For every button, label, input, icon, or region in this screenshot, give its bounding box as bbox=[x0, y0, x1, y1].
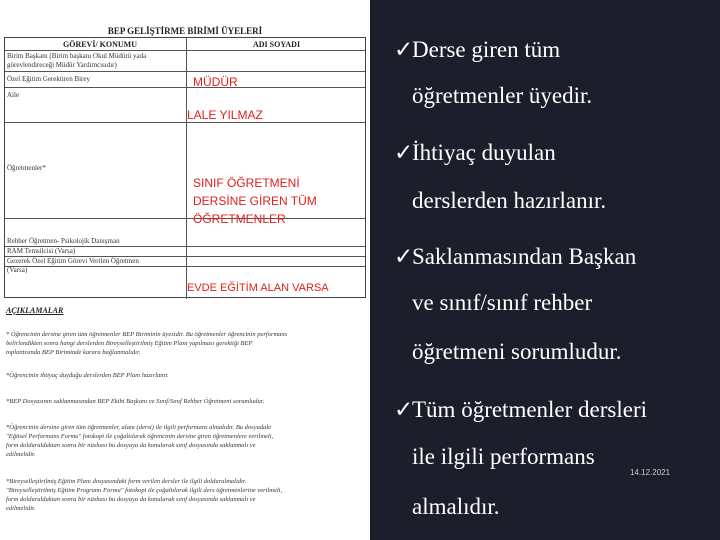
handwritten-mudur: MÜDÜR bbox=[193, 75, 238, 89]
bullet-3-line-1: Saklanmasından Başkan bbox=[412, 244, 637, 269]
bullet-4 bbox=[394, 396, 647, 424]
note-5b: "Bireyselleştirilmiş Eğitim Programı Formu" fotokopi ile çoğaltılarak ilgili ders öğretmenlerine verilmeli, bbox=[6, 487, 283, 494]
bullet-2-line-1: İhtiyaç duyulan bbox=[412, 140, 556, 165]
note-4b: "Eğitsel Performans Formu" fotokopi ile çoğaltılarak öğrencinin dersine giren öğretmenlere verilmeli, bbox=[6, 433, 274, 440]
row-gezerek-2: (Varsa) bbox=[7, 266, 28, 274]
check-icon: ✓ bbox=[394, 244, 414, 269]
handwritten-sinif-2: DERSİNE GİREN TÜM bbox=[193, 194, 317, 208]
bullet-4-line-2: ile ilgili performans bbox=[412, 444, 595, 469]
bullet-4-line-1: Tüm öğretmenler dersleri bbox=[412, 397, 648, 422]
header-role: GÖREVİ/ KONUMU bbox=[63, 40, 137, 49]
row-divider bbox=[5, 266, 365, 267]
note-1b: belirlendikten sonra hangi derslerden Bireyselleştirilmiş Eğitim Planı yapılması gerektiği BEP bbox=[6, 340, 253, 347]
row-gezerek-1: Gezerek Özel Eğitim Görevi Verilen Öğretmen bbox=[7, 257, 139, 265]
bullet-2 bbox=[394, 139, 556, 167]
check-icon: ✓ bbox=[394, 140, 414, 165]
bullet-4-line-3: almalıdır. bbox=[412, 494, 500, 519]
row-divider bbox=[5, 122, 365, 123]
note-1c: toplantısında BEP Biriminde karara bağlanmalıdır. bbox=[6, 349, 141, 356]
row-ozel-egitim: Özel Eğitim Gerektiren Birey bbox=[7, 75, 90, 83]
row-ogretmenler: Öğretmenler* bbox=[7, 164, 46, 172]
row-rehber: Rehber Öğretmen- Psikolojik Danışman bbox=[7, 237, 120, 245]
bullet-1-line-1: Derse giren tüm bbox=[412, 37, 561, 62]
note-5d: edilmelidir. bbox=[6, 505, 36, 512]
bullet-3-line-3: öğretmeni sorumludur. bbox=[412, 339, 622, 364]
row-aile: Aile bbox=[7, 91, 20, 99]
check-icon: ✓ bbox=[394, 37, 414, 62]
row-birim-baskani-1: Birim Başkanı (Birim başkanı Okul Müdürü yada bbox=[7, 52, 147, 60]
row-birim-baskani-2: görevlendireceği Müdür Yardımcısıdır) bbox=[7, 61, 117, 69]
header-name: ADI SOYADI bbox=[253, 40, 301, 49]
bullet-3 bbox=[394, 243, 636, 271]
bullet-1-line-2: öğretmenler üyedir. bbox=[412, 83, 593, 108]
check-icon: ✓ bbox=[394, 397, 414, 422]
note-1a: * Öğrencinin dersine giren tüm öğretmenler BEP Biriminin üyesidir. Bu öğretmenler öğrencinin performans bbox=[6, 331, 288, 338]
row-divider bbox=[5, 71, 365, 72]
handwritten-lale-yilmaz: LALE YILMAZ bbox=[187, 108, 263, 122]
note-4c: form doldurulduktan sonra bir nüshası bu dosyaya da konularak sınıf dosyasında saklanmalı ve bbox=[6, 442, 256, 449]
note-5c: form doldurulduktan sonra bir nüshası bu dosyaya da konularak sınıf dosyasında saklanmalı ve bbox=[6, 496, 256, 503]
note-3: *BEP Dosyasının saklanmasından BEP Ekibi Başkanı ve Sınıf/Sınıf Rehber Öğretmeni sorumludur. bbox=[6, 398, 265, 405]
bullet-2-line-2: derslerden hazırlanır. bbox=[412, 188, 607, 213]
members-table bbox=[4, 37, 366, 298]
note-5a: *Bireyselleştirilmiş Eğitim Planı dosyasındaki form verilen dersler ile ilgili doldurulmalıdır. bbox=[6, 478, 247, 485]
document-title: BEP GELİŞTİRME BİRİMİ ÜYELERİ bbox=[107, 26, 263, 36]
handwritten-evde-egitim: EVDE EĞİTİM ALAN VARSA bbox=[187, 282, 329, 294]
handwritten-sinif-3: ÖĞRETMENLER bbox=[193, 212, 286, 226]
notes-title: AÇIKLAMALAR bbox=[6, 306, 64, 315]
row-ram: RAM Temsilcisi (Varsa) bbox=[7, 247, 76, 255]
note-4a: *Öğrencinin dersine giren tüm öğretmenler, alanı (dersi) ile ilgili performans almalıdır. Bu dosyadaki bbox=[6, 424, 272, 431]
column-divider bbox=[186, 38, 187, 299]
slide-date: 14.12.2021 bbox=[630, 468, 671, 477]
handwritten-sinif-1: SINIF ÖĞRETMENİ bbox=[193, 176, 300, 190]
note-2: *Öğrencinin ihtiyaç duyduğu derslerden BEP Planı hazırlanır. bbox=[6, 372, 169, 379]
bullet-1 bbox=[394, 36, 560, 64]
row-divider bbox=[5, 50, 365, 51]
row-divider bbox=[5, 218, 365, 219]
bullet-3-line-2: ve sınıf/sınıf rehber bbox=[412, 290, 593, 315]
note-4d: edilmelidir. bbox=[6, 451, 36, 458]
row-divider bbox=[5, 87, 365, 88]
